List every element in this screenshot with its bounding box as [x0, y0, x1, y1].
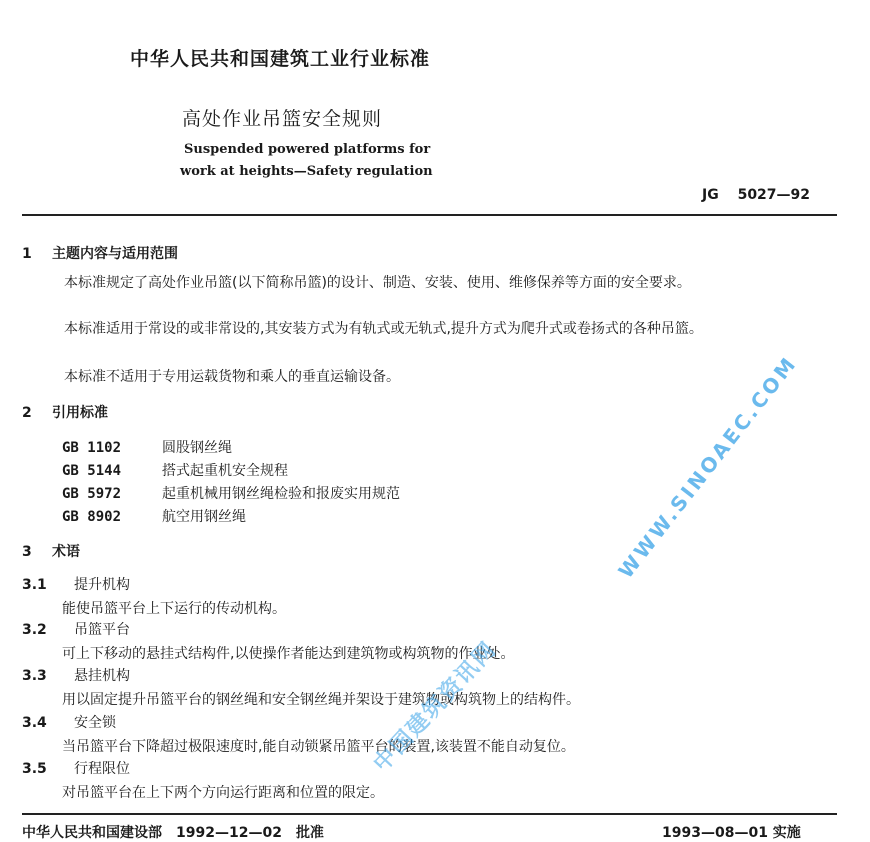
term-heading [22, 665, 130, 685]
reference-item [62, 437, 232, 457]
term-heading [22, 712, 116, 732]
section-heading-3 [22, 541, 80, 561]
term-number: 3.2 [22, 622, 47, 638]
footer-approval [22, 822, 338, 842]
reference-code: GB 5144 [62, 463, 122, 479]
footer-approval-label: 批准 [295, 825, 324, 841]
standard-number: JG 5027—92 [702, 187, 811, 203]
footer-issuer: 中华人民共和国建设部 [22, 825, 162, 841]
reference-item [62, 483, 400, 503]
term-name: 悬挂机构 [74, 668, 130, 684]
reference-item [62, 506, 246, 526]
term-number: 3.5 [22, 761, 47, 777]
section-title: 引用标准 [52, 405, 108, 421]
section-number: 1 [22, 246, 32, 262]
term-heading [22, 574, 130, 594]
term-definition: 对吊篮平台在上下两个方向运行距离和位置的限定。 [62, 785, 384, 801]
term-definition: 可上下移动的悬挂式结构件,以使操作者能达到建筑物或构筑物的作业处。 [62, 646, 515, 662]
footer-approval-date: 1992—12—02 [176, 825, 282, 841]
document-title-en-line1: Suspended powered platforms for [184, 142, 431, 157]
paragraph: 本标准规定了高处作业吊篮(以下简称吊篮)的设计、制造、安装、使用、维修保养等方面的安全要求。 [64, 275, 691, 291]
document-title-cn: 高处作业吊篮安全规则 [182, 108, 383, 130]
reference-code: GB 1102 [62, 440, 122, 456]
reference-code: GB 5972 [62, 486, 122, 502]
section-title: 术语 [52, 544, 80, 560]
header-divider [22, 214, 837, 216]
term-number: 3.1 [22, 577, 47, 593]
reference-name: 搭式起重机安全规程 [162, 463, 288, 479]
term-definition: 当吊篮平台下降超过极限速度时,能自动锁紧吊篮平台的装置,该装置不能自动复位。 [62, 739, 575, 755]
paragraph: 本标准不适用于专用运载货物和乘人的垂直运输设备。 [64, 369, 400, 385]
reference-code: GB 8902 [62, 509, 122, 525]
standard-header-title: 中华人民共和国建筑工业行业标准 [130, 48, 431, 70]
reference-item [62, 460, 288, 480]
reference-name: 起重机械用钢丝绳检验和报废实用规范 [162, 486, 400, 502]
section-title: 主题内容与适用范围 [52, 246, 178, 262]
section-number: 2 [22, 405, 32, 421]
watermark-cn: 中国建筑资讯网 [369, 636, 502, 777]
watermark-site: WWW.SINOAEC.COM [613, 351, 802, 583]
footer-effective-date: 1993—08—01 实施 [662, 825, 801, 841]
section-heading-2 [22, 402, 108, 422]
document-title-en-line2: work at heights—Safety regulation [180, 164, 433, 179]
section-number: 3 [22, 544, 32, 560]
section-heading-1 [22, 243, 178, 263]
term-number: 3.3 [22, 668, 47, 684]
term-number: 3.4 [22, 715, 47, 731]
term-name: 吊篮平台 [74, 622, 130, 638]
term-heading [22, 758, 130, 778]
term-name: 行程限位 [74, 761, 130, 777]
term-definition: 能使吊篮平台上下运行的传动机构。 [62, 601, 286, 617]
term-name: 提升机构 [74, 577, 130, 593]
term-heading [22, 619, 130, 639]
reference-name: 航空用钢丝绳 [162, 509, 246, 525]
paragraph: 本标准适用于常设的或非常设的,其安装方式为有轨式或无轨式,提升方式为爬升式或卷扬式的各种吊篮。 [64, 321, 703, 337]
footer-divider [22, 813, 837, 815]
term-name: 安全锁 [74, 715, 116, 731]
term-definition: 用以固定提升吊篮平台的钢丝绳和安全钢丝绳并架设于建筑物或构筑物上的结构件。 [62, 692, 580, 708]
reference-name: 圆股钢丝绳 [162, 440, 232, 456]
